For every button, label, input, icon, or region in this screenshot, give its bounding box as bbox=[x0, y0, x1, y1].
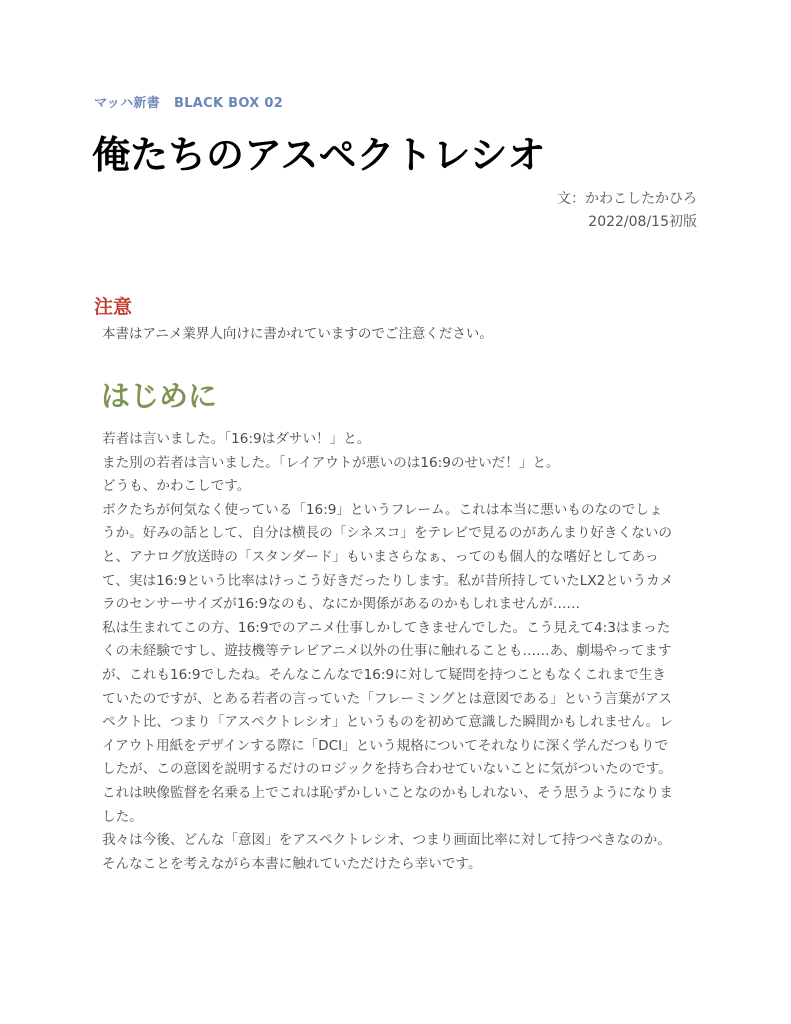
paragraph-line: 私は生まれてこの方、16:9でのアニメ仕事しかしてきませんでした。こう見えて4:3はまった bbox=[102, 619, 671, 636]
notice-text: 本書はアニメ業界人向けに書かれていますのでご注意ください。 bbox=[102, 326, 493, 342]
intro-heading: はじめに bbox=[101, 379, 218, 413]
paragraph-line: ボクたちが何気なく使っている「16:9」というフレーム。これは本当に悪いものなのでしょ bbox=[102, 501, 663, 518]
paragraph-line: したが、この意図を説明するだけのロジックを持ち合わせていないことに気がついたのです。 bbox=[102, 761, 672, 778]
series-name: マッハ新書 bbox=[94, 96, 160, 111]
paragraph-line: ていたのですが、とある若者の言っていた「フレーミングとは意図である」という言葉がアス bbox=[102, 690, 672, 707]
series-volume: BLACK BOX 02 bbox=[173, 96, 284, 111]
series-label bbox=[94, 92, 283, 111]
paragraph-line: イアウト用紙をデザインする際に「DCI」という規格についてそれなりに深く学んだつもりで bbox=[102, 737, 669, 754]
paragraph-line: また別の若者は言いました。「レイアウトが悪いのは16:9のせいだ！」と。 bbox=[102, 454, 560, 471]
paragraph-line: くの未経験ですし、遊技機等テレビアニメ以外の仕事に触れることも……あ、劇場やってます bbox=[102, 643, 672, 660]
notice-heading: 注意 bbox=[94, 296, 133, 318]
author-line: 文：かわこしたかひろ bbox=[557, 191, 697, 207]
byline bbox=[557, 188, 697, 234]
paragraph-line: 若者は言いました。「16:9はダサい！」と。 bbox=[102, 431, 371, 447]
paragraph-line: した。 bbox=[102, 808, 143, 825]
paragraph-line: これは映像監督を名乗る上でこれは恥ずかしいことなのかもしれない、そう思うようになりま bbox=[102, 784, 673, 801]
edition-date: 2022/08/15初版 bbox=[588, 214, 697, 230]
paragraph-line: と、アナログ放送時の「スタンダード」もいまさらなぁ、ってのも個人的な嗜好としてあっ bbox=[102, 548, 659, 565]
paragraph-line: そんなことを考えながら本書に触れていただけたら幸いです。 bbox=[102, 855, 482, 872]
page-title: 俺たちのアスペクトレシオ bbox=[92, 133, 546, 177]
paragraph-line: て、実は16:9という比率はけっこう好きだったりします。私が昔所持していたLX2というカメ bbox=[102, 572, 674, 589]
paragraph-line: 我々は今後、どんな「意図」をアスペクトレシオ、つまり画面比率に対して持つべきなのか。 bbox=[102, 832, 671, 849]
paragraph-line: うか。好みの話として、自分は横長の「シネスコ」をテレビで見るのがあんまり好きくないの bbox=[102, 525, 672, 542]
paragraph-line: どうも、かわこしです。 bbox=[102, 478, 251, 495]
paragraph-line: ペクト比、つまり「アスペクトレシオ」というものを初めて意識した瞬間かもしれません。レ bbox=[102, 714, 673, 731]
paragraph-line: ラのセンサーサイズが16:9なのも、なにか関係があるのかもしれませんが…… bbox=[102, 596, 581, 613]
paragraph-line: が、これも16:9でしたね。そんなこんなで16:9に対して疑問を持つこともなくこれまで生き bbox=[102, 666, 667, 683]
intro-body bbox=[102, 428, 698, 876]
